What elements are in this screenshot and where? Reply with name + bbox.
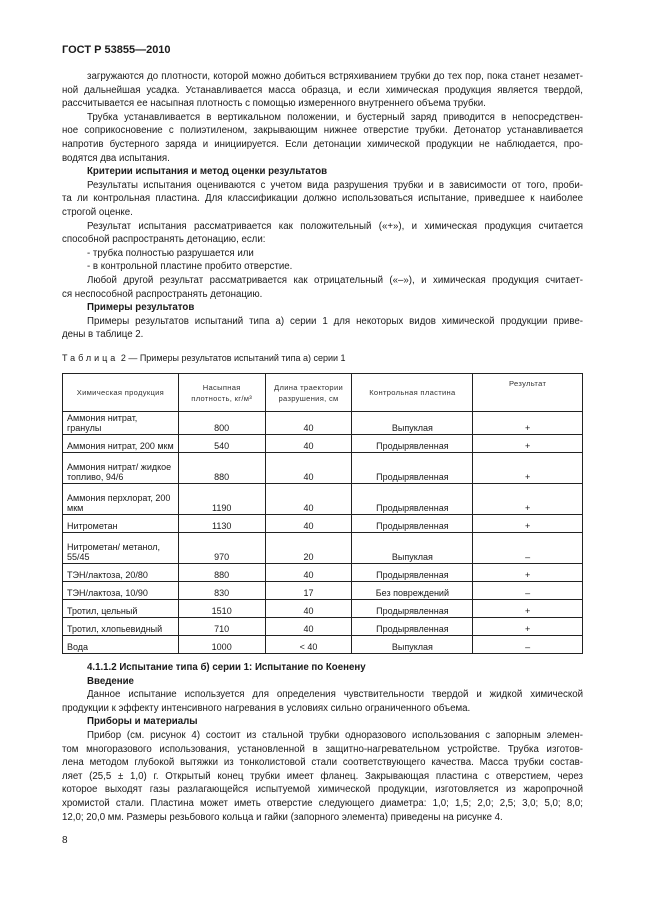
section-heading: Введение [87,675,134,687]
table-cell: ТЭН/лактоза, 20/80 [63,564,179,582]
caption-text: 2 — Примеры результатов испытаний типа а) серии 1 [120,353,346,363]
page-number: 8 [62,835,68,846]
table-cell: Тротил, цельный [63,600,179,618]
table-cell: 1130 [178,515,265,533]
paragraph-line: напротив бустерного заряда и инициируется. Если детонации химической продукции не наблюдается, про- [62,138,583,150]
table-row [63,600,583,618]
table-row [63,582,583,600]
paragraph-line: Примеры результатов испытаний типа а) серии 1 для некоторых видов химической продукции приве- [87,315,583,327]
paragraph-line: водятся два испытания. [62,152,170,164]
table-cell: Аммония нитрат/ жидкое топливо, 94/6 [63,453,179,484]
table-cell: Продырявленная [352,618,473,636]
table-row [63,435,583,453]
table-cell: Аммония перхлорат, 200 мкм [63,484,179,515]
table-cell: Продырявленная [352,600,473,618]
table-row [63,564,583,582]
table-cell: Продырявленная [352,435,473,453]
table-row [63,515,583,533]
table-caption [62,352,346,364]
table-cell: 40 [265,412,352,435]
table-cell: Продырявленная [352,453,473,484]
table-cell: 17 [265,582,352,600]
table-cell: 40 [265,453,352,484]
table-cell: + [473,618,583,636]
paragraph-line: ной дальнейшая усадка. Устанавливается масса образца, и если химическая продукция является твердой, [62,84,583,96]
paragraph-line: лена методом глубокой вытяжки из тонколистовой стали соответствующего качества. Масса трубки состав- [62,757,583,769]
table-cell: Тротил, хлопьевидный [63,618,179,636]
paragraph-line: которое выходят газы разлагающейся испытуемой химической продукции, изготовляется из жаропрочной [62,784,583,796]
table-cell: – [473,582,583,600]
table-cell: + [473,564,583,582]
table-row [63,484,583,515]
table-cell: + [473,600,583,618]
table-cell: Аммония нитрат, 200 мкм [63,435,179,453]
table-cell: – [473,533,583,564]
document-header: ГОСТ Р 53855—2010 [62,44,171,56]
table-cell: 880 [178,564,265,582]
table-row [63,636,583,654]
paragraph-line: Прибор (см. рисунок 4) состоит из стальной трубки одноразового использования с запорным элемен- [87,729,583,741]
table-cell: 880 [178,453,265,484]
table-cell: Выпуклая [352,533,473,564]
table-header-row [63,374,583,412]
paragraph-line: - в контрольной пластине пробито отверстие. [87,261,293,273]
paragraph-line: том многоразового использования, установленной в защитно-нагревательном устройстве. Трубка изготов- [62,743,583,755]
table-cell: 40 [265,618,352,636]
section-heading: Примеры результатов [87,302,195,314]
table-cell: Продырявленная [352,515,473,533]
paragraph-line: загружаются до плотности, которой можно добиться встряхиванием трубки до тех пор, пока станет незамет- [87,71,583,82]
section-heading: 4.1.1.2 Испытание типа б) серии 1: Испытание по Коенену [87,662,366,673]
table-cell: Аммония нитрат, гранулы [63,412,179,435]
paragraph-line: строгой оценке. [62,206,133,218]
table-cell: 540 [178,435,265,453]
table-cell: Нитрометан [63,515,179,533]
caption-label: Таблица [62,353,119,363]
paragraph-line: Результат испытания рассматривается как положительный («+»), и химическая продукция считается [87,220,583,232]
paragraph-line: - трубка полностью разрушается или [87,247,254,259]
table-cell: 1190 [178,484,265,515]
table-cell: 1000 [178,636,265,654]
col-header: Насыпная плотность, кг/м³ [178,374,265,412]
table-cell: 800 [178,412,265,435]
body-text-top [62,70,583,342]
paragraph-line: Данное испытание используется для определения чувствительности твердой и жидкой химической [87,689,583,701]
section-heading: Приборы и материалы [87,716,198,728]
col-header: Контрольная пластина [352,374,473,412]
table-cell: + [473,515,583,533]
paragraph-line: Результаты испытания оцениваются с учетом вида разрушения трубки и в зависимости от того, проби- [87,179,583,191]
table-cell: 20 [265,533,352,564]
table-cell: 40 [265,564,352,582]
paragraph-line: Трубка устанавливается в вертикальном положении, и бустерный заряд приводится в непосредствен- [87,111,583,123]
table-cell: + [473,412,583,435]
table-row [63,453,583,484]
table-cell: ТЭН/лактоза, 10/90 [63,582,179,600]
table-cell: Вода [63,636,179,654]
col-header: Результат [473,374,583,412]
paragraph-line: та ли контрольная пластина. Для классификации должно использоваться испытание, приведшее к наиболее [62,193,583,205]
paragraph-line: продукции к эффекту интенсивного нагревания в условиях сильно ограниченного объема. [62,702,471,714]
table-row [63,618,583,636]
paragraph-line: рассчитывается ее насыпная плотность с помощью измеренного внутреннего объема трубки. [62,98,486,110]
paragraph-line: хромистой стали. Пластина может иметь отверстие следующего диаметра: 1,0; 1,5; 2,0; 2,5; 3,0; 5,0; 8,0; [62,797,583,809]
table-cell: + [473,484,583,515]
body-text-bottom [62,661,583,824]
table-cell: – [473,636,583,654]
table-cell: Продырявленная [352,484,473,515]
table-cell: 710 [178,618,265,636]
section-heading: Критерии испытания и метод оценки результатов [87,166,328,178]
table-cell: 40 [265,484,352,515]
paragraph-line: способной распространять детонацию, если: [62,234,266,246]
table-cell: < 40 [265,636,352,654]
table-cell: 970 [178,533,265,564]
table-cell: Продырявленная [352,564,473,582]
table-cell: + [473,435,583,453]
paragraph-line: 12,0; 20,0 мм. Размеры резьбового кольца и гайки (запорного элемента) приведены на рисунке 4. [62,811,503,823]
paragraph-line: ное соприкосновение с полиэтиленом, закрывающим нижнее отверстие трубки. Детонатор устанавливается [62,125,583,137]
table-cell: Без повреждений [352,582,473,600]
results-table [62,373,583,654]
table-cell: 1510 [178,600,265,618]
table-cell: 40 [265,600,352,618]
table-row [63,412,583,435]
paragraph-line: дены в таблице 2. [62,329,144,341]
table-cell: Нитрометан/ метанол, 55/45 [63,533,179,564]
paragraph-line: ляет (25,5 ± 1,0) г. Открытый конец трубки имеет фланец. Закрывающая пластина с отверстием, через [62,770,583,782]
table-cell: Выпуклая [352,412,473,435]
table-row [63,533,583,564]
table-cell: 40 [265,515,352,533]
table-cell: 40 [265,435,352,453]
table-cell: + [473,453,583,484]
table-cell: Выпуклая [352,636,473,654]
table-cell: 830 [178,582,265,600]
paragraph-line: Любой другой результат рассматривается как отрицательный («–»), и химическая продукция считает- [87,274,583,286]
col-header: Химическая продукция [63,374,179,412]
paragraph-line: ся неспособной распространять детонацию. [62,288,263,300]
col-header: Длина траектории разрушения, см [265,374,352,412]
